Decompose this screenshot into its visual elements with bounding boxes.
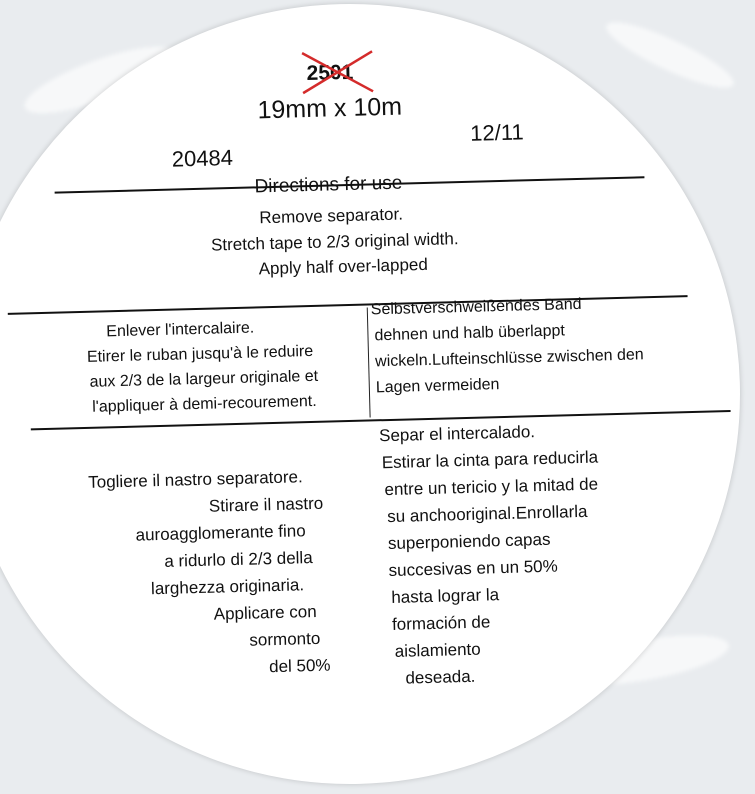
spanish-line: Estirar la cinta para reducirla <box>381 447 599 473</box>
spanish-line: succesivas en un 50% <box>388 556 558 581</box>
article-number: 20484 <box>171 144 234 172</box>
spanish-line: entre un tericio y la mitad de <box>384 474 599 500</box>
french-line: aux 2/3 de la largeur originale et <box>89 367 319 391</box>
french-line: Etirer le ruban jusqu'à le reduire <box>86 342 314 366</box>
french-line: Enlever l'intercalaire. <box>106 319 255 341</box>
cross-out-mark <box>298 49 379 97</box>
tape-size: 19mm x 10m <box>257 92 403 125</box>
german-line: dehnen und halb überlappt <box>374 322 566 345</box>
french-line: l'appliquer à demi-recourement. <box>92 392 317 416</box>
spanish-line: formación de <box>391 612 491 634</box>
column-divider <box>367 308 371 418</box>
spanish-line: su anchooriginal.Enrollarla <box>386 501 588 527</box>
spanish-line: Separ el intercalado. <box>378 422 536 446</box>
divider-middle <box>8 295 688 314</box>
italian-line: auroagglomerante fino <box>135 521 306 545</box>
directions-title: Directions for use <box>254 172 403 198</box>
italian-line: del 50% <box>268 655 331 677</box>
spanish-line: hasta lograr la <box>391 585 500 607</box>
spanish-line: deseada. <box>405 666 476 688</box>
italian-line: sormonto <box>249 628 321 650</box>
date-code: 12/11 <box>469 119 524 146</box>
italian-line: Applicare con <box>213 601 317 624</box>
spanish-line: superponiendo capas <box>387 529 551 554</box>
spanish-line: aislamiento <box>394 639 481 661</box>
english-line: Remove separator. <box>259 204 404 228</box>
wrap-highlight <box>600 12 740 98</box>
italian-line: Stirare il nastro <box>208 493 324 516</box>
english-line: Stretch tape to 2/3 original width. <box>210 229 459 255</box>
german-line: Lagen vermeiden <box>375 376 500 397</box>
italian-line: a ridurlo di 2/3 della <box>164 548 313 571</box>
old-product-code: 2501 <box>306 60 354 86</box>
english-line: Apply half over-lapped <box>258 254 429 279</box>
italian-line: larghezza originaria. <box>150 575 305 599</box>
italian-line: Togliere il nastro separatore. <box>87 467 303 492</box>
german-line: Selbstverschweißendes Band <box>370 295 582 319</box>
german-line: wickeln.Lufteinschlüsse zwischen den <box>374 346 644 371</box>
